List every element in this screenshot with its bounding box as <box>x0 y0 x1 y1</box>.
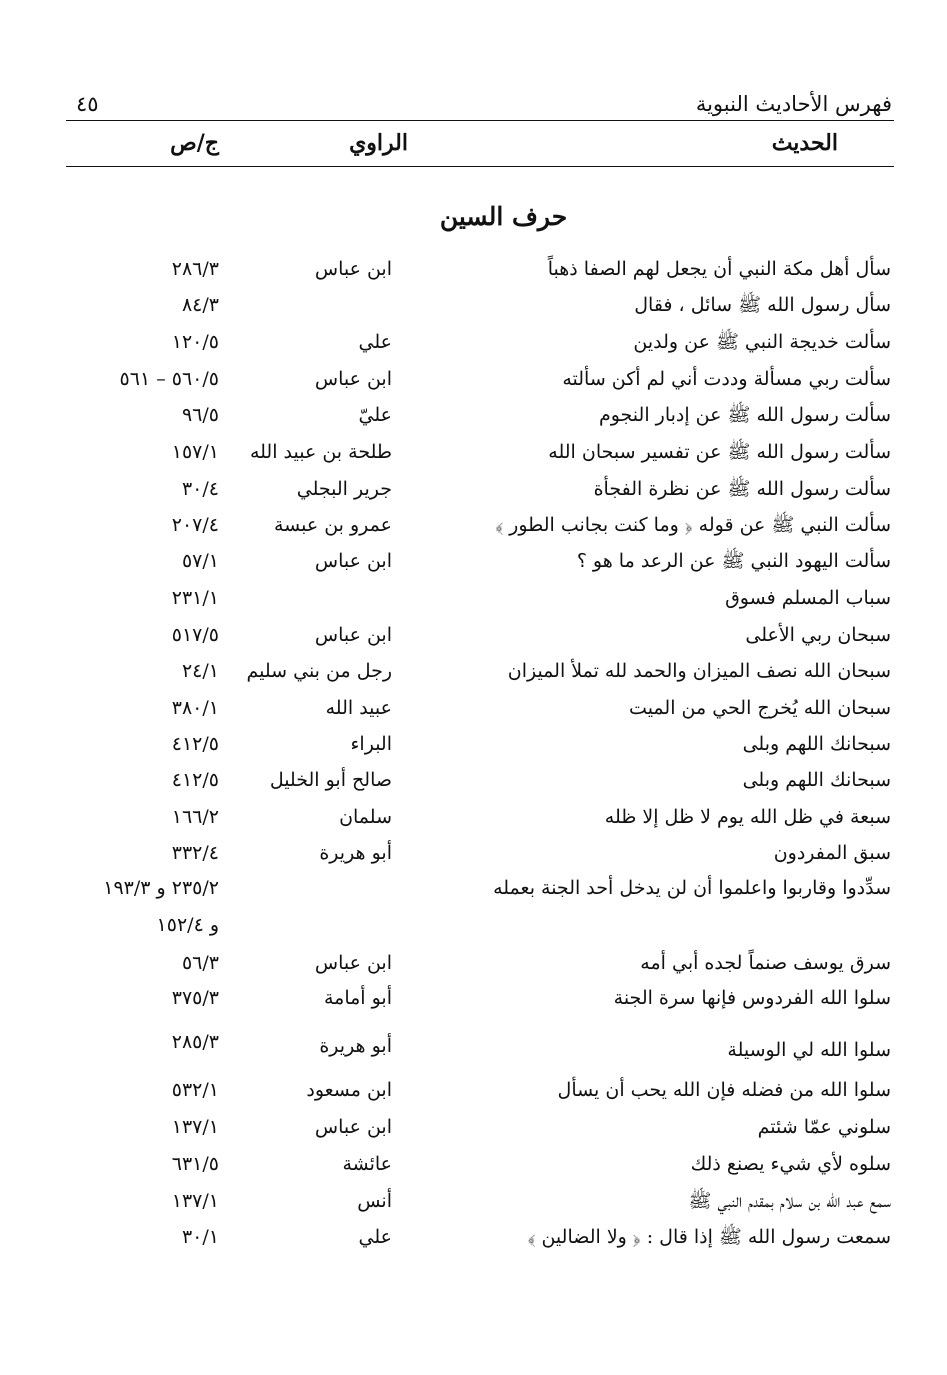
narrator: ابن عباس <box>314 1116 392 1138</box>
index-entry <box>0 1224 947 1258</box>
hadith-text: سبحانك اللهم وبلى <box>742 733 891 755</box>
volume-page-ref: ٥٦/٣ <box>181 952 219 974</box>
volume-page-ref: ٢٨٦/٣ <box>171 258 219 280</box>
volume-page-ref: و ١٥٢/٤ <box>156 914 219 936</box>
index-entry <box>0 439 947 473</box>
volume-page-ref: ٢٣٥/٢ و ١٩٣/٣ <box>103 877 219 899</box>
volume-page-ref: ٥٣٢/١ <box>171 1079 219 1101</box>
volume-page-ref: ١٢٠/٥ <box>171 331 219 353</box>
volume-page-ref: ٦٣١/٥ <box>171 1153 219 1175</box>
index-entry <box>0 256 947 290</box>
narrator: ابن عباس <box>314 258 392 280</box>
narrator: أبو هريرة <box>319 1035 392 1057</box>
column-header-volume-page: ج/ص <box>170 130 219 156</box>
hadith-text: سباب المسلم فسوق <box>725 587 891 609</box>
index-entry <box>0 292 947 326</box>
column-header-narrator: الراوي <box>349 130 408 156</box>
hadith-text: سألت اليهود النبي ﷺ عن الرعد ما هو ؟ <box>576 550 891 572</box>
index-entry <box>0 658 947 692</box>
narrator: البراء <box>350 733 392 755</box>
page-number: ٤٥ <box>76 92 99 116</box>
hadith-text: سدِّدوا وقاربوا واعلموا أن لن يدخل أحد الجنة بعمله <box>493 877 891 899</box>
index-entry-continuation <box>0 912 947 946</box>
volume-page-ref: ٢٨٥/٣ <box>171 1031 219 1053</box>
hadith-text: سبعة في ظل الله يوم لا ظل إلا ظله <box>604 806 891 828</box>
index-entry <box>0 585 947 619</box>
index-entry <box>0 695 947 729</box>
narrator: طلحة بن عبيد الله <box>249 441 392 463</box>
narrator: علي <box>358 1226 392 1248</box>
volume-page-ref: ١٦٦/٢ <box>171 806 219 828</box>
hadith-text: سألت رسول الله ﷺ عن نظرة الفجأة <box>593 478 891 500</box>
hadith-text: سأل أهل مكة النبي أن يجعل لهم الصفا ذهباً <box>547 258 891 280</box>
narrator: علي <box>358 331 392 353</box>
volume-page-ref: ٣٠/٤ <box>181 478 219 500</box>
running-title: فهرس الأحاديث النبوية <box>695 92 892 116</box>
hadith-text: سألت رسول الله ﷺ عن إدبار النجوم <box>598 404 891 426</box>
narrator: ابن عباس <box>314 368 392 390</box>
hadith-text: سبحان الله نصف الميزان والحمد لله تملأ الميزان <box>507 660 891 682</box>
narrator: ابن عباس <box>314 624 392 646</box>
hadith-text: سلوا الله من فضله فإن الله يحب أن يسأل <box>557 1079 891 1101</box>
index-entry <box>0 366 947 400</box>
index-entry <box>0 329 947 363</box>
volume-page-ref: ٣٨٠/١ <box>171 697 219 719</box>
hadith-text: سألت ربي مسألة وددت أني لم أكن سألته <box>562 368 891 390</box>
volume-page-ref: ١٣٧/١ <box>171 1116 219 1138</box>
index-entry <box>0 1151 947 1185</box>
hadith-text: سألت خديجة النبي ﷺ عن ولدين <box>633 331 891 353</box>
narrator: عمرو بن عبسة <box>273 514 392 536</box>
volume-page-ref: ٢٤/١ <box>181 660 219 682</box>
section-title: حرف السين <box>439 202 568 231</box>
hadith-text: سرق يوسف صنماً لجده أبي أمه <box>640 952 891 974</box>
index-entry <box>0 875 947 909</box>
hadith-text: سأل رسول الله ﷺ سائل ، فقال <box>634 294 891 316</box>
index-entry <box>0 840 947 874</box>
index-entry <box>0 1188 947 1222</box>
index-entry <box>0 1114 947 1148</box>
volume-page-ref: ١٥٧/١ <box>171 441 219 463</box>
narrator: ابن عباس <box>314 550 392 572</box>
index-entry <box>0 402 947 436</box>
hadith-text: سبق المفردون <box>773 842 891 864</box>
narrator: أبو هريرة <box>319 842 392 864</box>
hadith-text: سلوه لأي شيء يصنع ذلك <box>690 1153 891 1175</box>
volume-page-ref: ١٣٧/١ <box>171 1190 219 1212</box>
narrator: عليّ <box>358 404 392 426</box>
hadith-text: سألت رسول الله ﷺ عن تفسير سبحان الله <box>548 441 891 463</box>
narrator: رجل من بني سليم <box>246 660 392 682</box>
volume-page-ref: ٥٧/١ <box>181 550 219 572</box>
index-entry <box>0 950 947 984</box>
hadith-text: سمعت رسول الله ﷺ إذا قال : ﴿ ولا الضالين ﴾ <box>527 1226 891 1248</box>
narrator: عائشة <box>342 1153 392 1175</box>
narrator: صالح أبو الخليل <box>269 769 392 791</box>
hadith-text: سلوني عمّا شئتم <box>757 1116 891 1138</box>
hadith-text: سألت النبي ﷺ عن قوله ﴿ وما كنت بجانب الطور ﴾ <box>495 514 891 536</box>
volume-page-ref: ٢٠٧/٤ <box>171 514 219 536</box>
index-entry <box>0 767 947 801</box>
narrator: سلمان <box>339 806 392 828</box>
narrator: عبيد الله <box>325 697 392 719</box>
index-entry <box>0 1033 947 1067</box>
narrator: أبو أمامة <box>323 987 392 1009</box>
column-header-hadith: الحديث <box>771 130 838 156</box>
volume-page-ref: ٥١٧/٥ <box>171 624 219 646</box>
index-entry <box>0 804 947 838</box>
volume-page-ref: ٤١٢/٥ <box>171 769 219 791</box>
narrator: ابن عباس <box>314 952 392 974</box>
index-entry <box>0 476 947 510</box>
volume-page-ref: ٣٠/١ <box>181 1226 219 1248</box>
volume-page-ref: ٣٣٢/٤ <box>171 842 219 864</box>
index-entry <box>0 512 947 546</box>
index-entry <box>0 548 947 582</box>
index-entry <box>0 1077 947 1111</box>
hadith-text: سمع عبد الله بن سلام بمقدم النبي ﷺ <box>688 1190 891 1212</box>
volume-page-ref: ٤١٢/٥ <box>171 733 219 755</box>
hadith-text: سبحان الله يُخرج الحي من الميت <box>629 697 891 719</box>
hadith-text: سلوا الله لي الوسيلة <box>727 1039 891 1061</box>
narrator: جرير البجلي <box>296 478 392 500</box>
hadith-text: سبحانك اللهم وبلى <box>742 769 891 791</box>
hadith-text: سبحان ربي الأعلى <box>745 624 891 646</box>
volume-page-ref: ٢٣١/١ <box>171 587 219 609</box>
index-entry <box>0 622 947 656</box>
volume-page-ref: ٨٤/٣ <box>181 294 219 316</box>
hadith-text: سلوا الله الفردوس فإنها سرة الجنة <box>613 987 891 1009</box>
volume-page-ref: ٣٧٥/٣ <box>171 987 219 1009</box>
index-entry <box>0 731 947 765</box>
narrator: ابن مسعود <box>306 1079 392 1101</box>
volume-page-ref: ٥٦٠/٥ – ٥٦١ <box>119 368 219 390</box>
volume-page-ref: ٩٦/٥ <box>181 404 219 426</box>
narrator: أنس <box>357 1190 392 1212</box>
index-entry <box>0 985 947 1019</box>
